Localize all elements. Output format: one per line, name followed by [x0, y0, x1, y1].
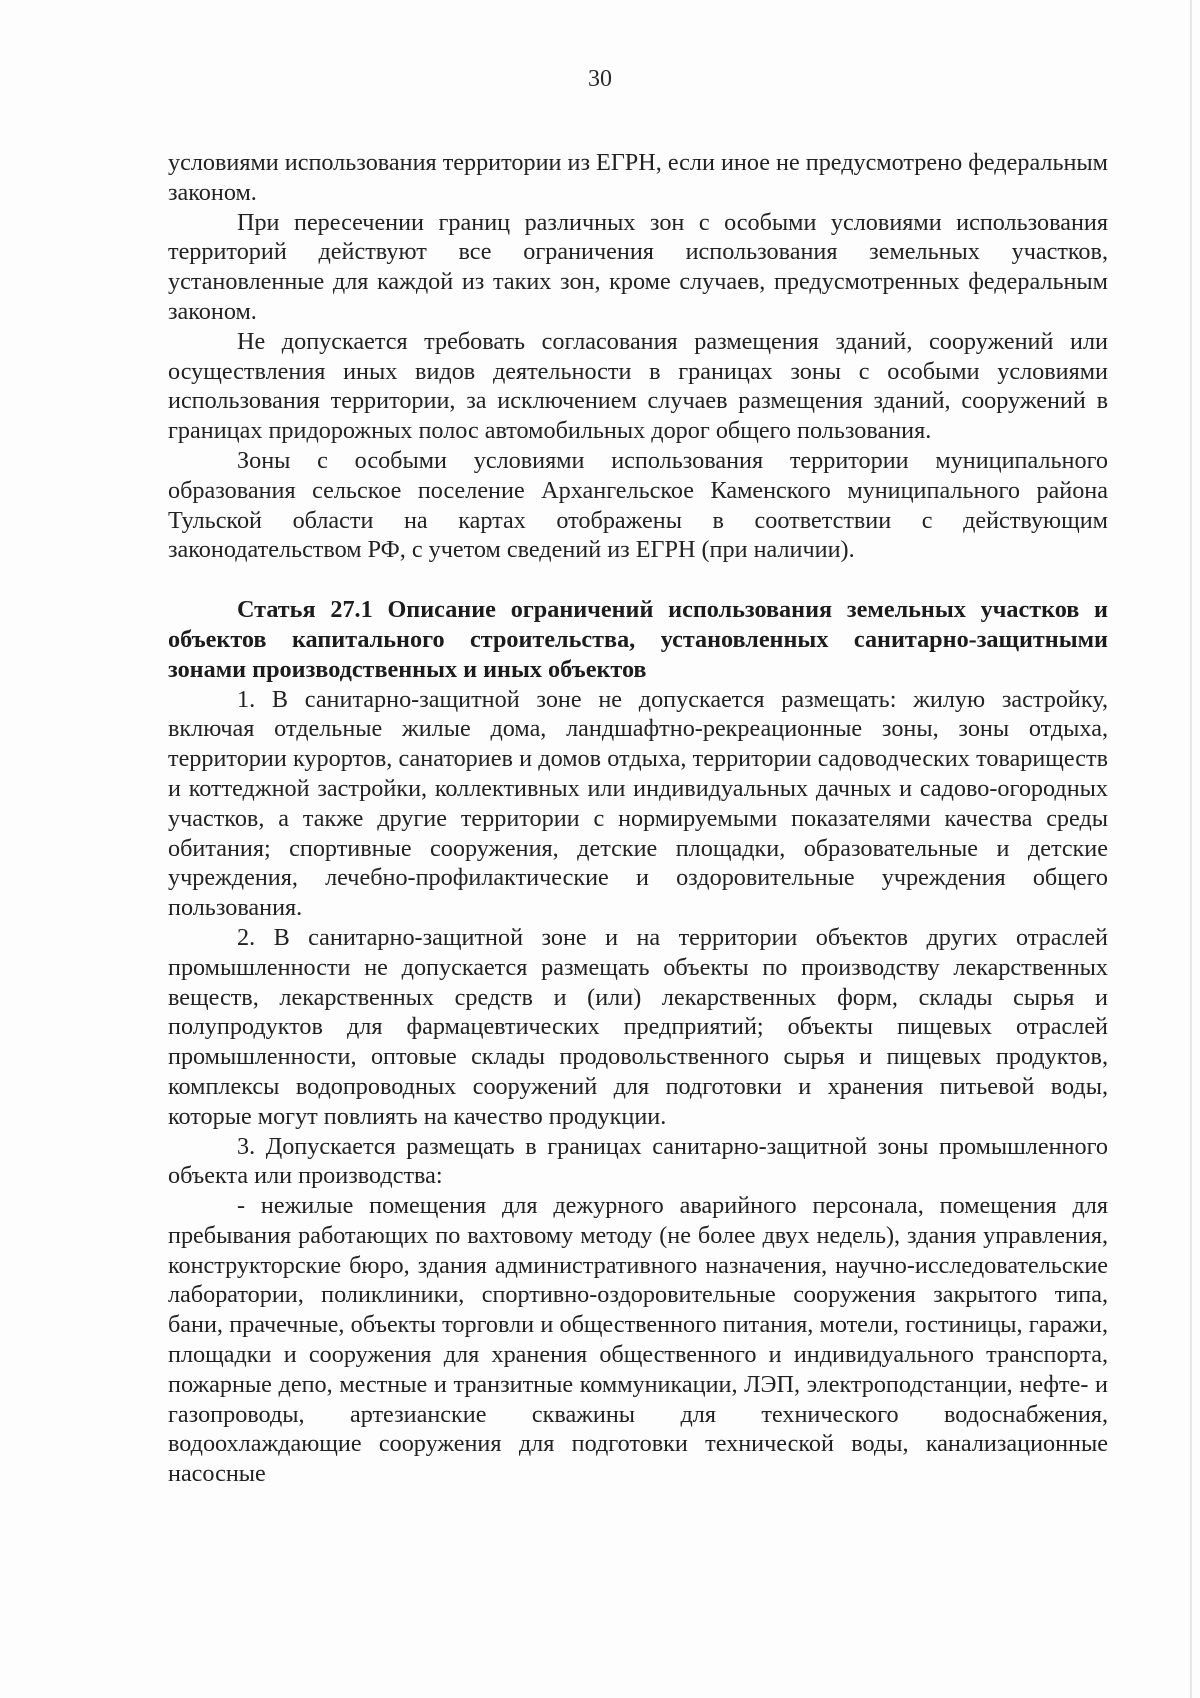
article-item-2: 2. В санитарно-защитной зоне и на территории объектов других отраслей промышленности не допускается размещать объекты по производству лекарственных веществ, лекарственных средств и (или) лекарственных форм, склады сырья и полупродуктов для фармацевтических предприятий; объекты пищевых отраслей промышленности, оптовые склады продовольственного сырья и пищевых продуктов, комплексы водопроводных сооружений для подготовки и хранения питьевой воды, которые могут повлиять на качество продукции. [168, 923, 1108, 1130]
article-heading: Статья 27.1 Описание ограничений использования земельных участков и объектов капитального строительства, установленных санитарно-защитными зонами производственных и иных объектов [168, 596, 1108, 683]
paragraph-zone-intersection: При пересечении границ различных зон с особыми условиями использования территорий действуют все ограничения использования земельных участков, установленные для каждой из таких зон, кроме случаев, предусмотренных федеральным законом. [168, 208, 1108, 325]
article-item-3: 3. Допускается размещать в границах санитарно-защитной зоны промышленного объекта или производства: [168, 1132, 1108, 1190]
paragraph-zones-on-maps: Зоны с особыми условиями использования территории муниципального образования сельское поселение Архангельское Каменского муниципального района Тульской области на картах отображены в соответствии с действующим законодательством РФ, с учетом сведений из ЕГРН (при наличии). [168, 446, 1108, 564]
page-number: 30 [588, 66, 612, 92]
article-item-3-list: - нежилые помещения для дежурного аварийного персонала, помещения для пребывания работающих по вахтовому методу (не более двух недель), здания управления, конструкторские бюро, здания административного назначения, научно-исследовательские лаборатории, поликлиники, спортивно-оздоровительные сооружения закрытого типа, бани, прачечные, объекты торговли и общественного питания, мотели, гостиницы, гаражи, площадки и сооружения для хранения общественного и индивидуального транспорта, пожарные депо, местные и транзитные коммуникации, ЛЭП, электроподстанции, нефте- и газопроводы, артезианские скважины для технического водоснабжения, водоохлаждающие сооружения для подготовки технической воды, канализационные насосные [168, 1192, 1108, 1488]
article-item-1: 1. В санитарно-защитной зоне не допускается размещать: жилую застройку, включая отдельные жилые дома, ландшафтно-рекреационные зоны, зоны отдыха, территории курортов, санаториев и домов отдыха, территории садоводческих товариществ и коттеджной застройки, коллективных или индивидуальных дачных и садово-огородных участков, а также другие территории с нормируемыми показателями качества среды обитания; спортивные сооружения, детские площадки, образовательные и детские учреждения, лечебно-профилактические и оздоровительные учреждения общего пользования. [168, 685, 1108, 922]
paragraph-approval-restriction: Не допускается требовать согласования размещения зданий, сооружений или осуществления иных видов деятельности в границах зоны с особыми условиями использования территории, за исключением случаев размещения зданий, сооружений в границах придорожных полос автомобильных дорог общего пользования. [168, 327, 1108, 445]
page-edge-divider [1190, 0, 1192, 1698]
paragraph-continuation: условиями использования территории из ЕГРН, если иное не предусмотрено федеральным законом. [168, 149, 1108, 206]
document-body [168, 148, 1108, 1489]
